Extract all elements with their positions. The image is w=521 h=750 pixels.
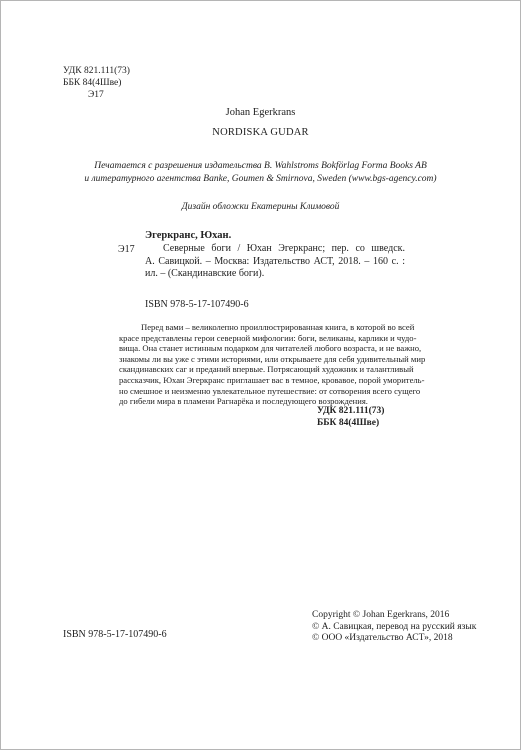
- original-author: Johan Egerkrans: [225, 107, 296, 118]
- udk-code: УДК 821.111(73): [317, 406, 385, 416]
- copyright-block: [312, 610, 476, 645]
- bibliographic-line: ил. – (Скандинавские боги).: [145, 268, 265, 279]
- annotation-text: [119, 322, 426, 407]
- annotation-line: красе представлены герои северной мифологии: боги, великаны, карлики и чудо-: [119, 332, 417, 343]
- original-title: NORDISKA GUDAR: [212, 127, 309, 138]
- bbk-code: ББК 84(4Шве): [317, 418, 380, 428]
- isbn-footer: ISBN 978-5-17-107490-6: [63, 629, 167, 640]
- annotation-line: до гибели мира в пламени Рагнарёка и последующего возрождения.: [119, 396, 368, 407]
- udk-code: УДК 821.111(73): [63, 66, 130, 76]
- copyright-line: © А. Савицкая, перевод на русский язык: [312, 621, 477, 632]
- bibliographic-description: [145, 243, 405, 281]
- bibliographic-code: Э17: [118, 244, 135, 255]
- annotation-line: вища. Она станет истинным подарком для читателей любого возраста, и не важно,: [119, 343, 422, 354]
- annotation-line: Перед вами – великолепно проиллюстрированная книга, в которой во всей: [141, 322, 415, 332]
- bibliographic-heading: Эгеркранс, Юхан.: [145, 230, 232, 241]
- bibliographic-line: Северные боги / Юхан Эгеркранс; пер. со шведск.: [163, 243, 405, 254]
- annotation-line: скандинавских саг и преданий впервые. Потрясающий художник и талантливый: [119, 364, 414, 375]
- permission-note: [1, 160, 520, 186]
- annotation-line: знакомы ли вы уже с этими историями, или открываете для себя удивительный мир: [119, 353, 426, 364]
- copyright-line: © ООО «Издательство АСТ», 2018: [312, 633, 453, 643]
- permission-line: Печатается с разрешения издательства B. Wahlstroms Bokförlag Forma Books AB: [94, 161, 427, 171]
- udk-block-bottom: [317, 405, 384, 429]
- bibliographic-line: А. Савицкой. – Москва: Издательство АСТ, 2018. – 160 с. :: [145, 255, 405, 267]
- author-sign: Э17: [88, 90, 104, 100]
- permission-line: и литературного агентства Banke, Goumen & Smirnova, Sweden (www.bgs-agency.com): [84, 174, 437, 184]
- bbk-code: ББК 84(4Шве): [63, 78, 122, 88]
- cover-designer: Дизайн обложки Екатерины Климовой: [181, 202, 340, 212]
- annotation-line: но смешное и неизменно увлекательное путешествие: от сотворения всего сущего: [119, 385, 421, 396]
- copyright-line: Copyright © Johan Egerkrans, 2016: [312, 610, 450, 620]
- annotation-line: рассказчик, Юхан Эгеркранс приглашает вас в темное, кровавое, порой уморитель-: [119, 374, 425, 385]
- isbn-label: ISBN 978-5-17-107490-6: [145, 299, 249, 310]
- udk-block-top: [63, 65, 130, 101]
